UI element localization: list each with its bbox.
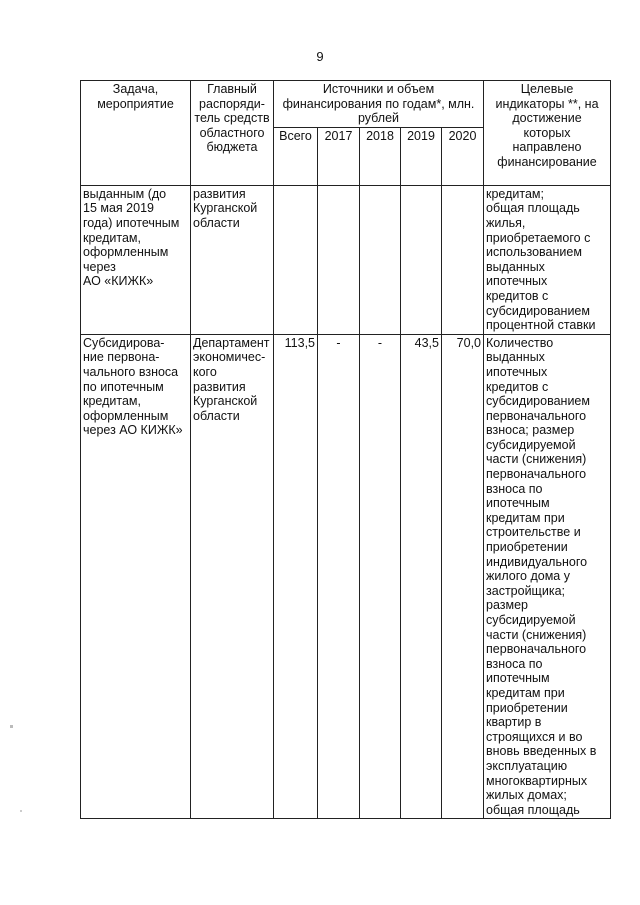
scan-speck [20, 810, 22, 812]
cell-indicators: кредитам; общая площадь жилья, приобретаемого с использованием выданных ипотечных кредитов с субсидированием процентной ставки [484, 185, 611, 334]
header-year-2017: 2017 [318, 127, 360, 185]
financing-table [80, 80, 611, 819]
cell-2018 [360, 185, 401, 334]
cell-2019: 43,5 [401, 334, 442, 819]
table-row [81, 185, 611, 334]
cell-2019 [401, 185, 442, 334]
header-funding: Источники и объем финансирования по годам*, млн. рублей [274, 81, 484, 128]
scan-speck [10, 725, 13, 728]
header-total: Всего [274, 127, 318, 185]
cell-manager: Департамент экономичес- кого развития Курганской области [191, 334, 274, 819]
header-task: Задача, мероприятие [81, 81, 191, 186]
header-year-2019: 2019 [401, 127, 442, 185]
cell-2020: 70,0 [442, 334, 484, 819]
header-year-2018: 2018 [360, 127, 401, 185]
cell-indicators: Количество выданных ипотечных кредитов с субсидированием первоначального взноса; размер субсидируемой части (снижения) первоначального взноса по ипотечным кредитам при строительстве и приобретении индивидуального жилого дома у застройщика; размер субсидируемой части (снижения) первоначального взноса по ипотечным кредитам при приобретении квартир в строящихся и во вновь введенных в эксплуатацию многоквартирных жилых домах; общая площадь [484, 334, 611, 819]
cell-task: выданным (до 15 мая 2019 года) ипотечным кредитам, оформленным через АО «КИЖК» [81, 185, 191, 334]
header-manager: Главный распоряди- тель средств областного бюджета [191, 81, 274, 186]
cell-total: 113,5 [274, 334, 318, 819]
cell-2018: - [360, 334, 401, 819]
cell-task: Субсидирова- ние первона- чального взноса по ипотечным кредитам, оформленным через АО КИЖК» [81, 334, 191, 819]
header-year-2020: 2020 [442, 127, 484, 185]
page-number: 9 [316, 49, 324, 64]
cell-manager: развития Курганской области [191, 185, 274, 334]
cell-total [274, 185, 318, 334]
cell-2020 [442, 185, 484, 334]
table-row [81, 334, 611, 819]
cell-2017 [318, 185, 360, 334]
cell-2017: - [318, 334, 360, 819]
header-indicators: Целевые индикаторы **, на достижение которых направлено финансирование [484, 81, 611, 186]
